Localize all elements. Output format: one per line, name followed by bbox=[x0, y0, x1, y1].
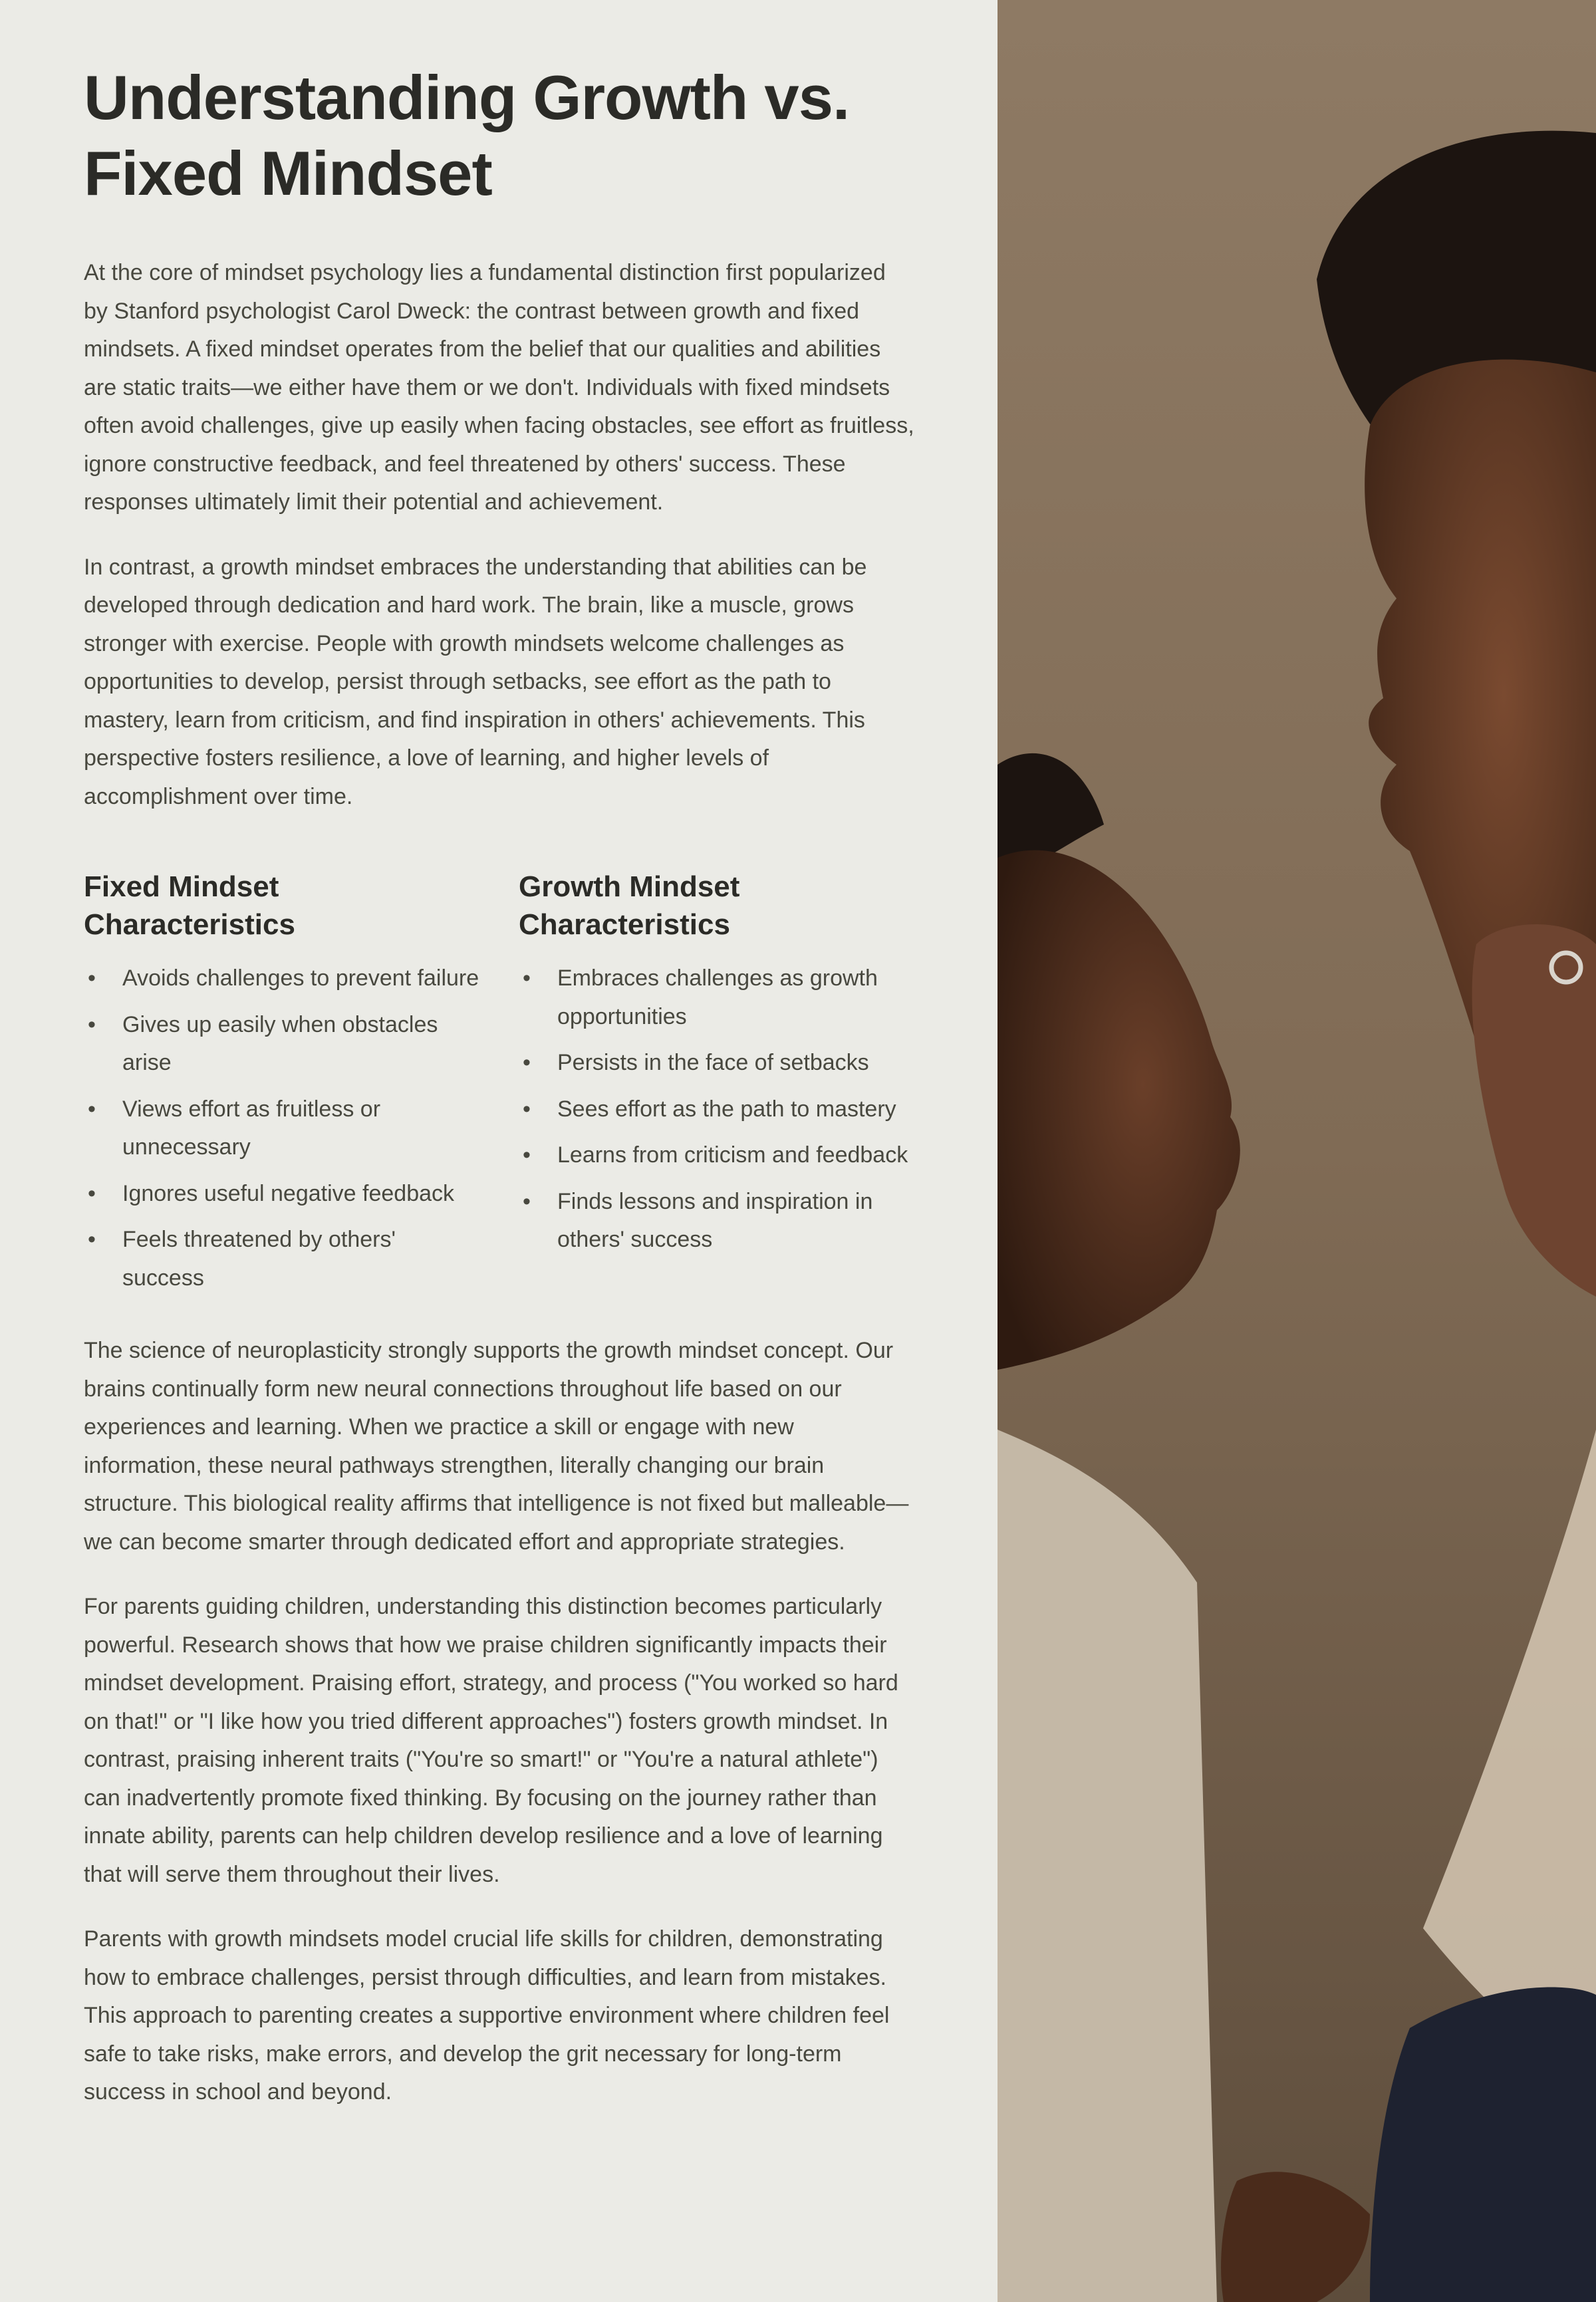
photo-illustration bbox=[998, 0, 1596, 2302]
bullet-icon: • bbox=[88, 1227, 96, 1252]
list-item-text: Sees effort as the path to mastery bbox=[557, 1096, 896, 1122]
list-item-text: Persists in the face of setbacks bbox=[557, 1050, 869, 1075]
list-item bbox=[519, 1044, 915, 1083]
bullet-icon: • bbox=[88, 1180, 96, 1206]
bullet-icon: • bbox=[88, 1011, 96, 1037]
intro-paragraph-fixed: At the core of mindset psychology lies a fundamental distinction first popularized by Stanford psychologist Carol Dweck: the contrast between growth and fixed mindsets. A fixed mindset operates from the belief that our qualities and abilities are static traits—we either have them or we don't. Individuals with fixed mindsets often avoid challenges, give up easily when facing obstacles, see effort as fruitless, ignore constructive feedback, and feel threatened by others' success. These responses ultimately limit their potential and achievement. bbox=[84, 260, 914, 515]
list-item bbox=[84, 1090, 480, 1167]
page-title: Understanding Growth vs. Fixed Mindset bbox=[84, 63, 850, 208]
fixed-mindset-list bbox=[84, 959, 480, 1297]
bullet-icon: • bbox=[88, 1096, 96, 1122]
parents-praise-paragraph: For parents guiding children, understanding this distinction becomes particularly powerful. Research shows that how we praise children significantly impacts their mindset development. Praising effort, strategy, and process ("You worked so hard on that!" or "I like how you tried different approaches") fosters growth mindset. In contrast, praising inherent traits ("You're so smart!" or "You're a natural athlete") can inadvertently promote fixed thinking. By focusing on the journey rather than innate ability, parents can help children develop resilience and a love of learning that will serve them throughout their lives. bbox=[84, 1594, 898, 1887]
list-item bbox=[84, 1221, 480, 1297]
list-item-text: Embraces challenges as growth opportunities bbox=[557, 965, 878, 1029]
list-item bbox=[84, 1006, 480, 1083]
list-item-text: Views effort as fruitless or unnecessary bbox=[122, 1096, 381, 1160]
growth-mindset-list bbox=[519, 959, 915, 1259]
parents-model-paragraph: Parents with growth mindsets model crucial life skills for children, demonstrating how to embrace challenges, persist through difficulties, and learn from mistakes. This approach to parenting creates a supportive environment where children feel safe to take risks, make errors, and develop the grit necessary for long-term success in school and beyond. bbox=[84, 1926, 890, 2105]
bullet-icon: • bbox=[523, 965, 531, 991]
growth-mindset-column bbox=[519, 868, 915, 1305]
list-item-text: Feels threatened by others' success bbox=[122, 1227, 396, 1291]
growth-mindset-heading: Growth Mindset Characteristics bbox=[519, 870, 740, 941]
list-item bbox=[519, 1136, 915, 1175]
list-item bbox=[84, 959, 480, 998]
bullet-icon: • bbox=[523, 1050, 531, 1075]
list-item-text: Learns from criticism and feedback bbox=[557, 1142, 908, 1168]
mindset-comparison bbox=[84, 868, 915, 1305]
fixed-mindset-column bbox=[84, 868, 480, 1305]
intro-paragraph-growth: In contrast, a growth mindset embraces the understanding that abilities can be developed through dedication and hard work. The brain, like a muscle, grows stronger with exercise. People with growth mindsets welcome challenges as opportunities to develop, persist through setbacks, see effort as the path to mastery, learn from criticism, and find inspiration in others' achievements. This perspective fosters resilience, a love of learning, and higher levels of accomplishment over time. bbox=[84, 554, 867, 809]
bullet-icon: • bbox=[523, 1142, 531, 1168]
list-item bbox=[519, 1090, 915, 1129]
list-item bbox=[84, 1175, 480, 1214]
list-item-text: Ignores useful negative feedback bbox=[122, 1180, 455, 1206]
list-item bbox=[519, 1183, 915, 1259]
list-item-text: Gives up easily when obstacles arise bbox=[122, 1011, 438, 1075]
article bbox=[84, 60, 915, 2138]
bullet-icon: • bbox=[523, 1096, 531, 1122]
list-item-text: Avoids challenges to prevent failure bbox=[122, 965, 479, 991]
mother-and-child-photo bbox=[998, 0, 1596, 2302]
bullet-icon: • bbox=[523, 1188, 531, 1214]
list-item-text: Finds lessons and inspiration in others' success bbox=[557, 1188, 873, 1252]
neuroplasticity-paragraph: The science of neuroplasticity strongly supports the growth mindset concept. Our brains continually form new neural connections throughout life based on our experiences and learning. When we practice a skill or engage with new information, these neural pathways strengthen, literally changing our brain structure. This biological reality affirms that intelligence is not fixed but malleable—we can become smarter through dedicated effort and appropriate strategies. bbox=[84, 1338, 909, 1555]
bullet-icon: • bbox=[88, 965, 96, 991]
fixed-mindset-heading: Fixed Mindset Characteristics bbox=[84, 870, 295, 941]
list-item bbox=[519, 959, 915, 1036]
